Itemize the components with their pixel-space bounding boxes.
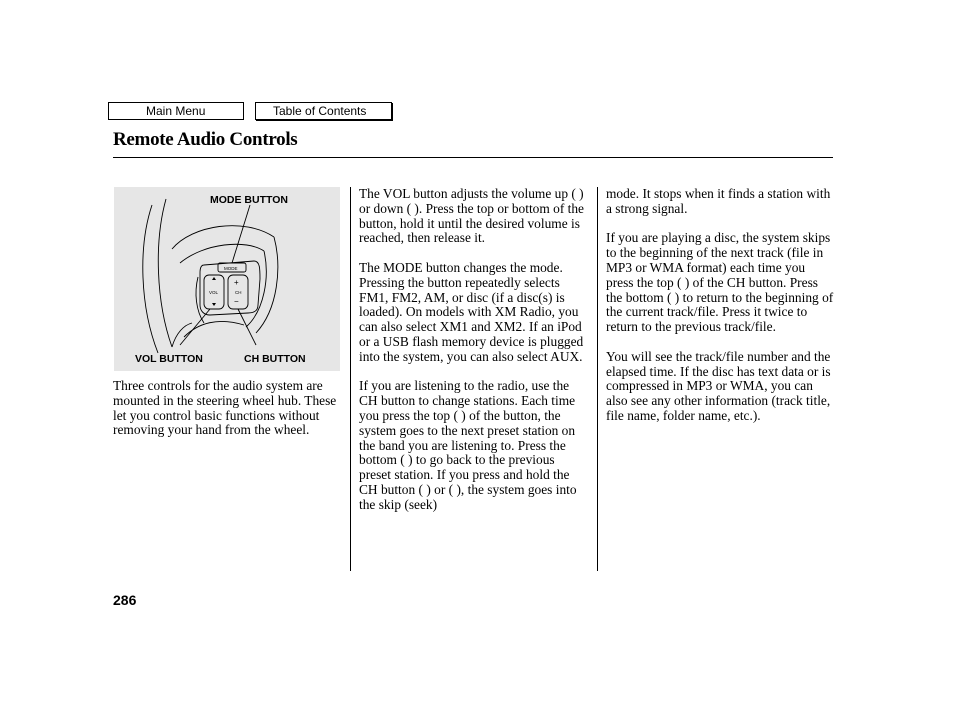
title-rule	[113, 157, 833, 158]
page-number: 286	[113, 592, 137, 608]
paragraph-seek: mode. It stops when it finds a station with a strong signal.	[606, 186, 831, 216]
paragraph-mode: The MODE button changes the mode. Pressing the button repeatedly selects FM1, FM2, AM, or disc (if a disc(s) is loaded). On models with XM Radio, you can also select XM1 and XM2. If an iPod or a USB flash memory device is plugged into the system, you can also select AUX.	[359, 259, 584, 364]
minus-icon: −	[234, 297, 239, 306]
paragraph-track-info: You will see the track/file number and the elapsed time. If the disc has text data or is compressed in MP3 or WMA, you can also see any other information (track title, file name, folder name, etc.).	[606, 348, 831, 423]
column-divider	[597, 187, 598, 571]
mode-button-text: MODE	[224, 266, 238, 271]
paragraph-vol: The VOL button adjusts the volume up ( ) or down ( ). Press the top or bottom of the button, hold it until the desired volume is reached, then release it.	[359, 186, 585, 246]
vol-button-text: VOL	[209, 290, 219, 295]
column-1	[113, 379, 341, 453]
steering-wheel-illustration	[114, 187, 340, 371]
column-divider	[350, 187, 351, 571]
paragraph-disc: If you are playing a disc, the system skips to the beginning of the next track (file in MP3 or WMA format) each time you press the top ( ) of the CH button. Press the bottom ( ) to return to the beginning of the current track/file. Press it twice to return to the previous track/file.	[606, 230, 834, 335]
mode-button-label: MODE BUTTON	[210, 194, 288, 206]
column-2	[359, 187, 589, 527]
table-of-contents-button[interactable]: Table of Contents	[255, 102, 392, 120]
ch-button-text: CH	[235, 290, 242, 295]
ch-button-label: CH BUTTON	[244, 353, 306, 365]
vol-button-label: VOL BUTTON	[135, 353, 203, 365]
paragraph-ch-radio: If you are listening to the radio, use the CH button to change stations. Each time you press the top ( ) of the button, the system goes to the next preset station on the band you are listening to. Press the bottom ( ) to go back to the previous preset station. If you press and hold the CH button ( ) or ( ), the system goes into the skip (seek)	[359, 378, 577, 512]
steering-wheel-figure	[114, 187, 340, 371]
plus-icon: +	[234, 278, 239, 287]
column-3	[606, 187, 834, 439]
page-title: Remote Audio Controls	[113, 129, 298, 150]
paragraph-intro: Three controls for the audio system are mounted in the steering wheel hub. These let you control basic functions without removing your hand from the wheel.	[113, 378, 337, 438]
main-menu-button[interactable]: Main Menu	[108, 102, 244, 120]
